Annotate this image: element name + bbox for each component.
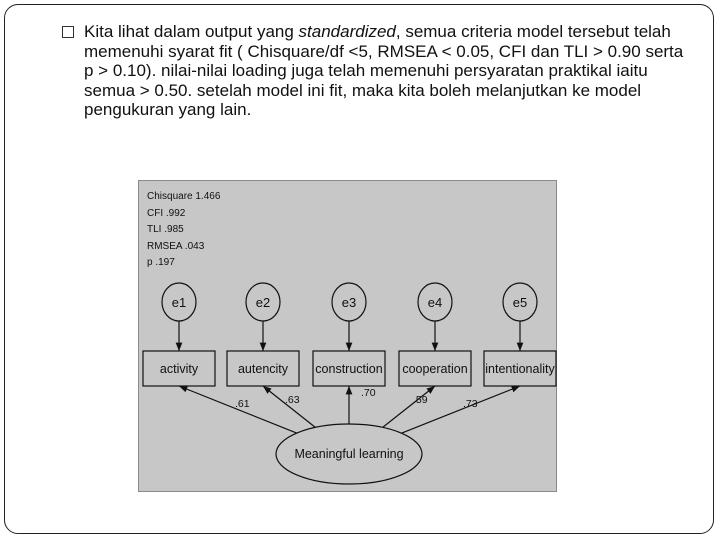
stat-tli: TLI .985 xyxy=(147,224,184,235)
bullet-square-icon xyxy=(62,26,74,38)
indicator-label-construction: construction xyxy=(315,362,383,376)
loading-value-4: .59 xyxy=(413,394,428,406)
bullet-text-part3: , semua criteria model tersebut telah memenuhi syarat fit ( Chisquare/df <5, RMSEA < 0.05, CFI dan TLI > 0.90 serta p > 0.10). nilai-nilai loading juga telah memenuhi persyaratan praktikal iaitu semua > 0.50. setelah model ini fit, maka kita boleh melanjutkan ke model pengukuran yang lain. xyxy=(84,22,684,119)
stat-chisquare: Chisquare 1.466 xyxy=(147,191,221,202)
loading-value-3: .70 xyxy=(361,387,376,399)
bullet-text xyxy=(62,22,692,120)
loading-value-5: .73 xyxy=(463,398,478,410)
error-label-e3: e3 xyxy=(341,295,357,310)
loading-value-1: .61 xyxy=(235,398,250,410)
loading-value-2: .63 xyxy=(285,394,300,406)
bullet-paragraph xyxy=(62,22,692,120)
bullet-text-part1: Kita lihat dalam output yang xyxy=(84,22,299,41)
sem-diagram xyxy=(138,180,557,492)
stat-cfi: CFI .992 xyxy=(147,207,186,219)
error-label-e5: e5 xyxy=(512,295,528,310)
error-label-e4: e4 xyxy=(427,295,443,310)
indicator-label-intentionality: intentionality xyxy=(485,362,555,376)
indicator-label-activity: activity xyxy=(159,362,199,376)
path-diagram-svg xyxy=(139,181,558,493)
loading-arrow-2 xyxy=(263,386,315,427)
bullet-text-italic: standardized xyxy=(298,22,396,41)
stat-p: p .197 xyxy=(147,257,175,268)
indicator-label-autencity: autencity xyxy=(237,362,289,376)
stat-rmsea: RMSEA .043 xyxy=(147,240,205,252)
loading-arrow-4 xyxy=(383,386,435,427)
indicator-label-cooperation: cooperation xyxy=(402,362,468,376)
latent-label: Meaningful learning xyxy=(294,447,404,461)
error-label-e2: e2 xyxy=(255,295,271,310)
error-label-e1: e1 xyxy=(171,295,187,310)
